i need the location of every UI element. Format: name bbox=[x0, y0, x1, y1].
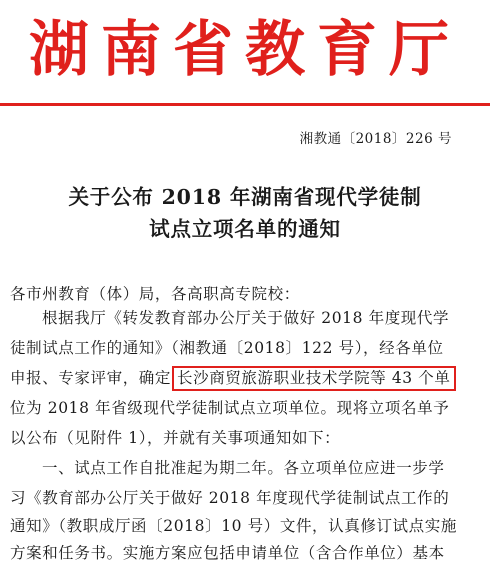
notice-title-line-1: 关于公布 2018 年湖南省现代学徒制 bbox=[68, 185, 422, 209]
body-line-6: 一、试点工作自批准起为期二年。各立项单位应进一步学 bbox=[42, 459, 445, 477]
body-line-3 bbox=[10, 366, 482, 388]
body-line-7: 习《教育部办公厅关于做好 2018 年度现代学徒制试点工作的 bbox=[10, 489, 450, 507]
highlighted-school-name: 长沙商贸旅游职业技术学院等 43 个单 bbox=[172, 366, 455, 391]
body-line-9: 方案和任务书。实施方案应包括申请单位（含合作单位）基本 bbox=[10, 544, 445, 562]
salutation: 各市州教育（体）局，各高职高专院校： bbox=[10, 285, 300, 303]
document-number: 湘教通〔2018〕226 号 bbox=[299, 131, 452, 147]
body-line-2: 徒制试点工作的通知》（湘教通〔2018〕122 号），经各单位 bbox=[10, 339, 444, 357]
body-line-5: 以公布（见附件 1），并就有关事项通知如下： bbox=[10, 429, 341, 447]
body-line-3-text: 申报、专家评审，确定 bbox=[10, 369, 172, 387]
masthead-red-rule bbox=[0, 103, 490, 106]
body-line-4: 位为 2018 年省级现代学徒制试点立项单位。现将立项名单予 bbox=[10, 399, 450, 417]
masthead-title: 湖南省教育厅 bbox=[29, 15, 461, 85]
body-line-8: 通知》（教职成厅函〔2018〕10 号）文件，认真修订试点实施 bbox=[10, 517, 457, 535]
notice-title-line-2: 试点立项名单的通知 bbox=[149, 217, 341, 241]
body-line-1: 根据我厅《转发教育部办公厅关于做好 2018 年度现代学 bbox=[42, 309, 450, 327]
